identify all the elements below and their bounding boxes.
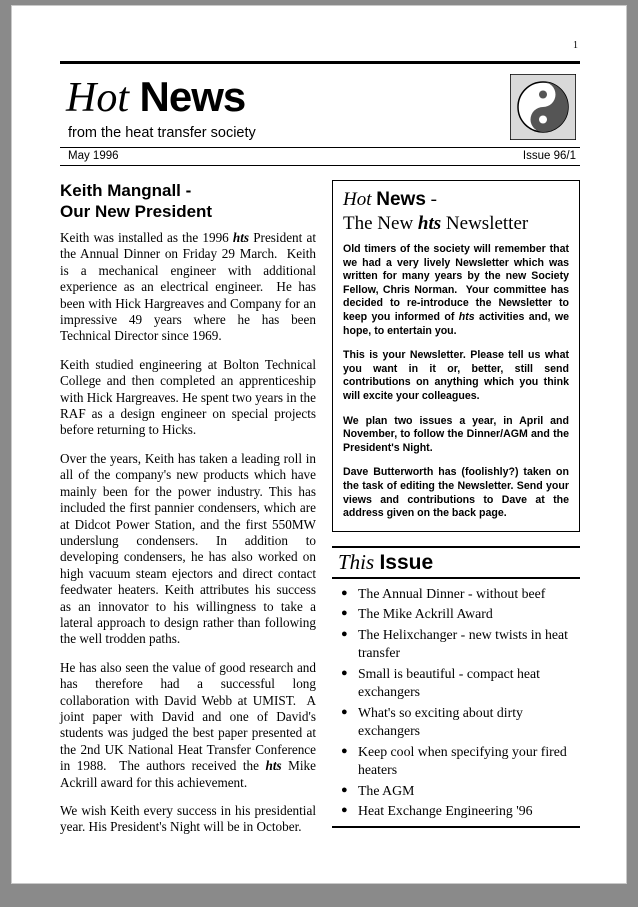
article-paragraph: We wish Keith every success in his presidential year. His President's Night will be in October. (60, 803, 316, 835)
panel-title-line1 (343, 189, 569, 211)
panel-title-line2 (343, 212, 569, 235)
issue-number: Issue 96/1 (522, 150, 576, 162)
article-paragraph: Over the years, Keith has taken a leading roll in all of the company's new products which have mainly been for the power industry. This has included the first pannier condensers, which are at Didcot Power Station, and the first 550MW underslung condensers. In addition to developing condensers, he has also worked on high vacuum steam ejectors and direct contact feedwater heaters. Keith attributes his success as an innovator to his willingness to take a lateral approach to design rather than following the well trodden paths. (60, 450, 316, 647)
this-issue-heading (332, 546, 580, 579)
masthead-subtitle: from the heat transfer society (68, 125, 256, 141)
list-item: ● Keep cool when specifying your fired heaters (336, 743, 580, 780)
panel-title-prefix: The New (343, 213, 418, 234)
columns (60, 180, 580, 848)
page-content (60, 40, 580, 848)
list-item: ● Small is beautiful - compact heat exchangers (336, 665, 580, 702)
this-issue-list (332, 585, 580, 821)
article-headline-line2: Our New President (60, 202, 213, 221)
panel-title-hts: hts (417, 213, 442, 234)
left-column (60, 180, 332, 848)
issue-date: May 1996 (68, 150, 119, 162)
article-paragraph: Keith was installed as the 1996 hts President at the Annual Dinner on Friday 29 March. Keith is a mechanical engineer with additional experience as an electrical engineer. He has been with Hick Hargreaves and Company for an impressive 49 years where he has been Technical Director since 1969. (60, 230, 316, 344)
panel-title-hot: Hot (343, 189, 372, 210)
list-item: ● The Mike Ackrill Award (336, 605, 580, 624)
panel-paragraph: Old timers of the society will remember that we had a very lively Newsletter which was written for many years by the new Society Fellow, Chris Norman. Your committee has decided to re-introduce the Newsletter to keep you informed of hts activities and, we hope, to entertain you. (343, 243, 569, 337)
issue-bar (60, 147, 580, 166)
masthead-title (66, 72, 580, 123)
yin-yang-society-logo (510, 74, 576, 140)
panel-paragraph: This is your Newsletter. Please tell us what you want in it or, better, still send contributions on anything which you think will excite your colleagues. (343, 349, 569, 402)
right-column (332, 180, 580, 848)
panel-title-news: News (376, 189, 426, 210)
newsletter-page (12, 6, 626, 883)
masthead (60, 61, 580, 166)
this-issue-heading-this: This (338, 549, 375, 574)
article-paragraph: He has also seen the value of good research and has therefore had a successful long collaboration with David Webb at UMIST. A joint paper with David and one of David's students was judged the best paper presented at the 2nd UK National Heat Transfer Conference in 1988. The authors received the hts Mike Ackrill award for this achievement. (60, 659, 316, 790)
panel-title-dash: - (430, 189, 437, 210)
panel-paragraph: Dave Butterworth has (foolishly?) taken on the task of editing the Newsletter. Send your views and contributions to Dave at the address given on the back page. (343, 466, 569, 520)
newsletter-panel (332, 180, 580, 532)
panel-title-suffix: Newsletter (441, 213, 529, 234)
masthead-title-hot: Hot (66, 75, 129, 121)
this-issue-heading-issue: Issue (379, 550, 434, 574)
article-paragraph: Keith studied engineering at Bolton Technical College and then completed an apprenticeship with Hick Hargreaves. He spent two years in the RAF as a design engineer on special projects before returning to Hicks. (60, 356, 316, 438)
list-item: ● The Helixchanger - new twists in heat transfer (336, 626, 580, 663)
list-item: ● The Annual Dinner - without beef (336, 585, 580, 604)
article-headline-line1: Keith Mangnall - (60, 181, 192, 200)
panel-paragraph: We plan two issues a year, in April and November, to follow the Dinner/AGM and the President's Night. (343, 414, 569, 454)
masthead-title-news: News (139, 73, 246, 120)
article-headline (60, 180, 316, 222)
list-item: ● Heat Exchange Engineering '96 (336, 802, 580, 821)
this-issue-divider (332, 826, 580, 828)
page-number: 1 (573, 40, 578, 51)
this-issue-block (332, 546, 580, 828)
list-item: ● What's so exciting about dirty exchangers (336, 704, 580, 741)
list-item: ● The AGM (336, 782, 580, 801)
